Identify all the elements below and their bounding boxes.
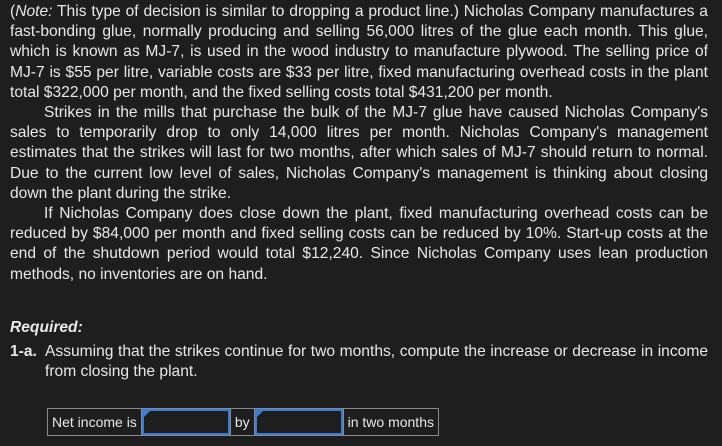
question-number: 1-a. <box>10 343 37 360</box>
net-income-label: Net income is <box>48 409 142 435</box>
question-1a <box>10 342 708 382</box>
problem-statement <box>10 2 708 285</box>
direction-cell <box>142 409 231 435</box>
required-heading: Required: <box>10 319 83 336</box>
problem-paragraph-3: If Nicholas Company does close down the plant, fixed manufacturing overhead costs can be reduced by $84,000 per month and fixed selling costs can be reduced by 10%. Start-up costs at the end of the shutdown period would total $12,240. Since Nicholas Company uses lean production methods, no inventories are on hand. <box>10 205 708 283</box>
period-label: in two months <box>347 414 434 430</box>
input-marker-icon <box>256 410 264 418</box>
problem-paragraph-1 <box>10 2 708 103</box>
question-text: Assuming that the strikes continue for two months, compute the increase or decrease in income from closing the plant. <box>45 343 708 381</box>
answer-row <box>47 408 439 436</box>
dropdown-marker-icon <box>143 410 151 418</box>
amount-input[interactable] <box>255 409 343 435</box>
note-label: Note: <box>15 3 53 20</box>
direction-input[interactable] <box>142 409 230 435</box>
problem-paragraph-2: Strikes in the mills that purchase the bulk of the MJ-7 glue have caused Nicholas Company's sales to temporarily drop to only 14,000 litres per month. Nicholas Company's management estimates that the strikes will last for two months, after which sales of MJ-7 should return to normal. Due to the current low level of sales, Nicholas Company's management is thinking about closing down the plant during the strike. <box>10 104 708 202</box>
by-label: by <box>231 409 255 435</box>
amount-cell <box>255 409 344 435</box>
note-text: This type of decision is similar to dropping a product line.) Nicholas Company manufactures a fast-bonding glue, normally producing and selling 56,000 litres of the glue each month. This glue, which is known as MJ-7, is used in the wood industry to manufacture plywood. The selling price of MJ-7 is $55 per litre, variable costs are $33 per litre, fixed manufacturing overhead costs in the plant total $322,000 per month, and the fixed selling costs total $431,200 per month. <box>10 3 708 101</box>
note-open-paren: ( <box>10 3 16 20</box>
